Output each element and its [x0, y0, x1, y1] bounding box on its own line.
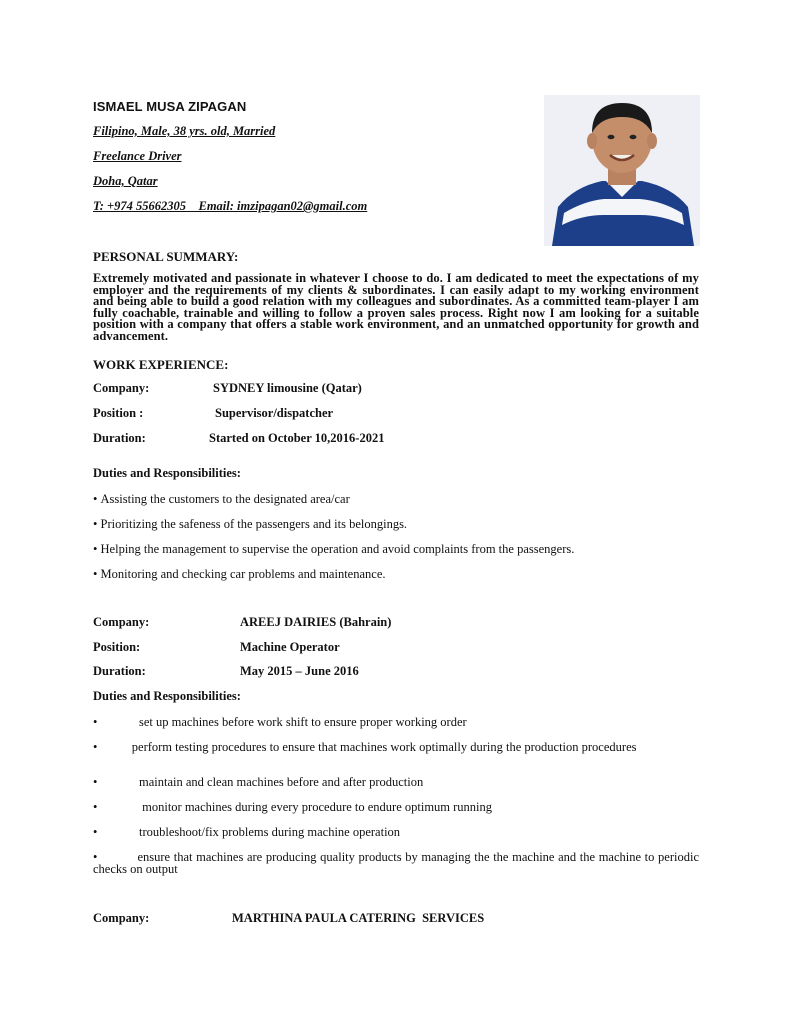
company-label: Company:: [93, 911, 150, 925]
list-item: • monitor machines during every procedure to endure optimum running: [93, 800, 493, 814]
list-item: • ensure that machines are producing quality products by managing the the machine and the machine to periodic checks on output: [93, 850, 700, 876]
contact-line: T: +974 55662305 Email: imzipagan02@gmail.com: [93, 199, 368, 213]
summary-text: Extremely motivated and passionate in whatever I choose to do. I am dedicated to meet the expectations of my employer and the requirements of my clients & subordinates. I can easily adapt to my working environment and being able to build a good relation with my colleagues and subordinates. As a committed team-player I am fully coachable, trainable and willing to follow a proven sales process. Right now I am looking for a suitable position with a company that offers a stable work environment, and an unmatched opportunity for growth and advancement.: [93, 271, 699, 343]
bullet: •: [93, 850, 98, 864]
bullet: •: [93, 775, 98, 789]
company-name: AREEJ DAIRIES (Bahrain): [240, 615, 392, 629]
location: Doha, Qatar: [93, 174, 158, 188]
work-experience-heading: WORK EXPERIENCE:: [93, 357, 229, 372]
list-item: • troubleshoot/fix problems during machine operation: [93, 825, 401, 839]
list-item: • perform testing procedures to ensure that machines work optimally during the production procedures: [93, 740, 637, 754]
position-title: Machine Operator: [240, 640, 340, 654]
list-item: • maintain and clean machines before and after production: [93, 775, 424, 789]
summary-heading: PERSONAL SUMMARY:: [93, 249, 239, 264]
profile-photo: [544, 95, 700, 246]
duration-label: Duration:: [93, 664, 146, 678]
duration-label: Duration:: [93, 431, 146, 445]
bullet: •: [93, 715, 98, 729]
list-item: • Monitoring and checking car problems and maintenance.: [93, 567, 386, 581]
duties-heading: Duties and Responsibilities:: [93, 466, 241, 480]
bullet: •: [93, 567, 98, 581]
position-label: Position:: [93, 640, 141, 654]
applicant-name: ISMAEL MUSA ZIPAGAN: [93, 99, 247, 114]
bullet: •: [93, 542, 98, 556]
bullet: •: [93, 740, 98, 754]
company-name: SYDNEY limousine (Qatar): [213, 381, 362, 395]
list-item: • Helping the management to supervise the operation and avoid complaints from the passengers.: [93, 542, 575, 556]
company-label: Company:: [93, 381, 150, 395]
position-title: Supervisor/dispatcher: [215, 406, 334, 420]
person-portrait-icon: [544, 95, 700, 246]
personal-details: Filipino, Male, 38 yrs. old, Married: [93, 124, 276, 138]
bullet: •: [93, 492, 98, 506]
company-name: MARTHINA PAULA CATERING SERVICES: [232, 911, 485, 925]
list-item: • set up machines before work shift to ensure proper working order: [93, 715, 467, 729]
bullet: •: [93, 517, 98, 531]
duties-heading: Duties and Responsibilities:: [93, 689, 241, 703]
list-item: • Assisting the customers to the designated area/car: [93, 492, 350, 506]
duration-value: May 2015 – June 2016: [240, 664, 359, 678]
profession: Freelance Driver: [93, 149, 182, 163]
position-label: Position :: [93, 406, 144, 420]
list-item: • Prioritizing the safeness of the passengers and its belongings.: [93, 517, 408, 531]
bullet: •: [93, 800, 98, 814]
company-label: Company:: [93, 615, 150, 629]
bullet: •: [93, 825, 98, 839]
duration-value: Started on October 10,2016-2021: [209, 431, 385, 445]
